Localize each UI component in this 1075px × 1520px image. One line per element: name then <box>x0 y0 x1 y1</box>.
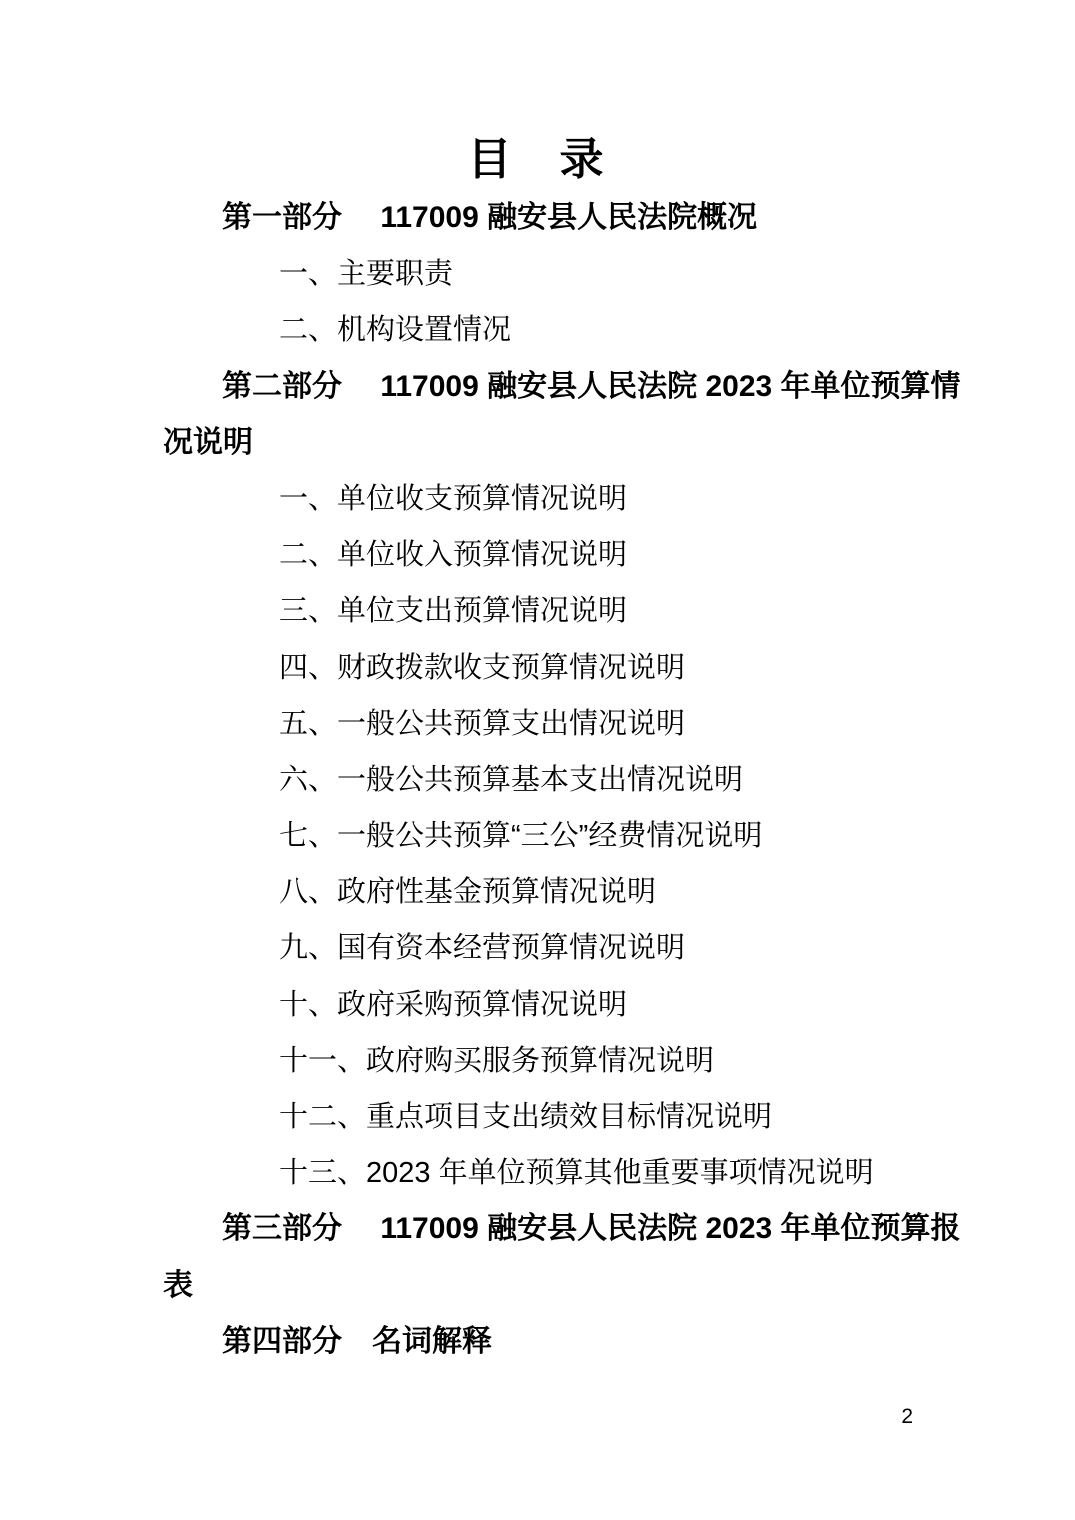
toc-item: 八、政府性基金预算情况说明 <box>279 876 657 909</box>
page-content <box>163 129 961 1370</box>
toc-item: 九、国有资本经营预算情况说明 <box>279 932 686 965</box>
toc-part-heading: 第一部分 117009 融安县人民法院概况 <box>222 201 758 234</box>
toc-item: 二、机构设置情况 <box>279 314 512 347</box>
toc-item: 七、一般公共预算“三公”经费情况说明 <box>279 820 763 853</box>
toc-item: 五、一般公共预算支出情况说明 <box>279 707 686 740</box>
toc-part-heading: 表 <box>163 1268 193 1302</box>
toc-item: 十二、重点项目支出绩效目标情况说明 <box>279 1101 773 1133</box>
toc-part-heading: 第二部分 117009 融安县人民法院 2023 年单位预算情 <box>222 369 961 403</box>
toc-item: 一、主要职责 <box>279 258 454 291</box>
toc-item: 十三、2023 年单位预算其他重要事项情况说明 <box>279 1157 874 1190</box>
toc-part-heading: 第四部分 名词解释 <box>222 1324 492 1358</box>
toc-item: 一、单位收支预算情况说明 <box>279 482 628 515</box>
document-title: 目 录 <box>467 135 606 184</box>
toc-item: 二、单位收入预算情况说明 <box>279 539 628 572</box>
toc-item: 四、财政拨款收支预算情况说明 <box>279 651 686 684</box>
toc-item: 十一、政府购买服务预算情况说明 <box>279 1044 715 1077</box>
toc-part-heading: 第三部分 117009 融安县人民法院 2023 年单位预算报 <box>222 1212 961 1246</box>
toc <box>163 190 961 1370</box>
toc-item: 十、政府采购预算情况说明 <box>279 988 628 1021</box>
toc-part-heading: 况说明 <box>163 425 253 459</box>
toc-item: 三、单位支出预算情况说明 <box>279 595 628 628</box>
page-number: 2 <box>901 1405 913 1428</box>
toc-item: 六、一般公共预算基本支出情况说明 <box>279 763 744 796</box>
